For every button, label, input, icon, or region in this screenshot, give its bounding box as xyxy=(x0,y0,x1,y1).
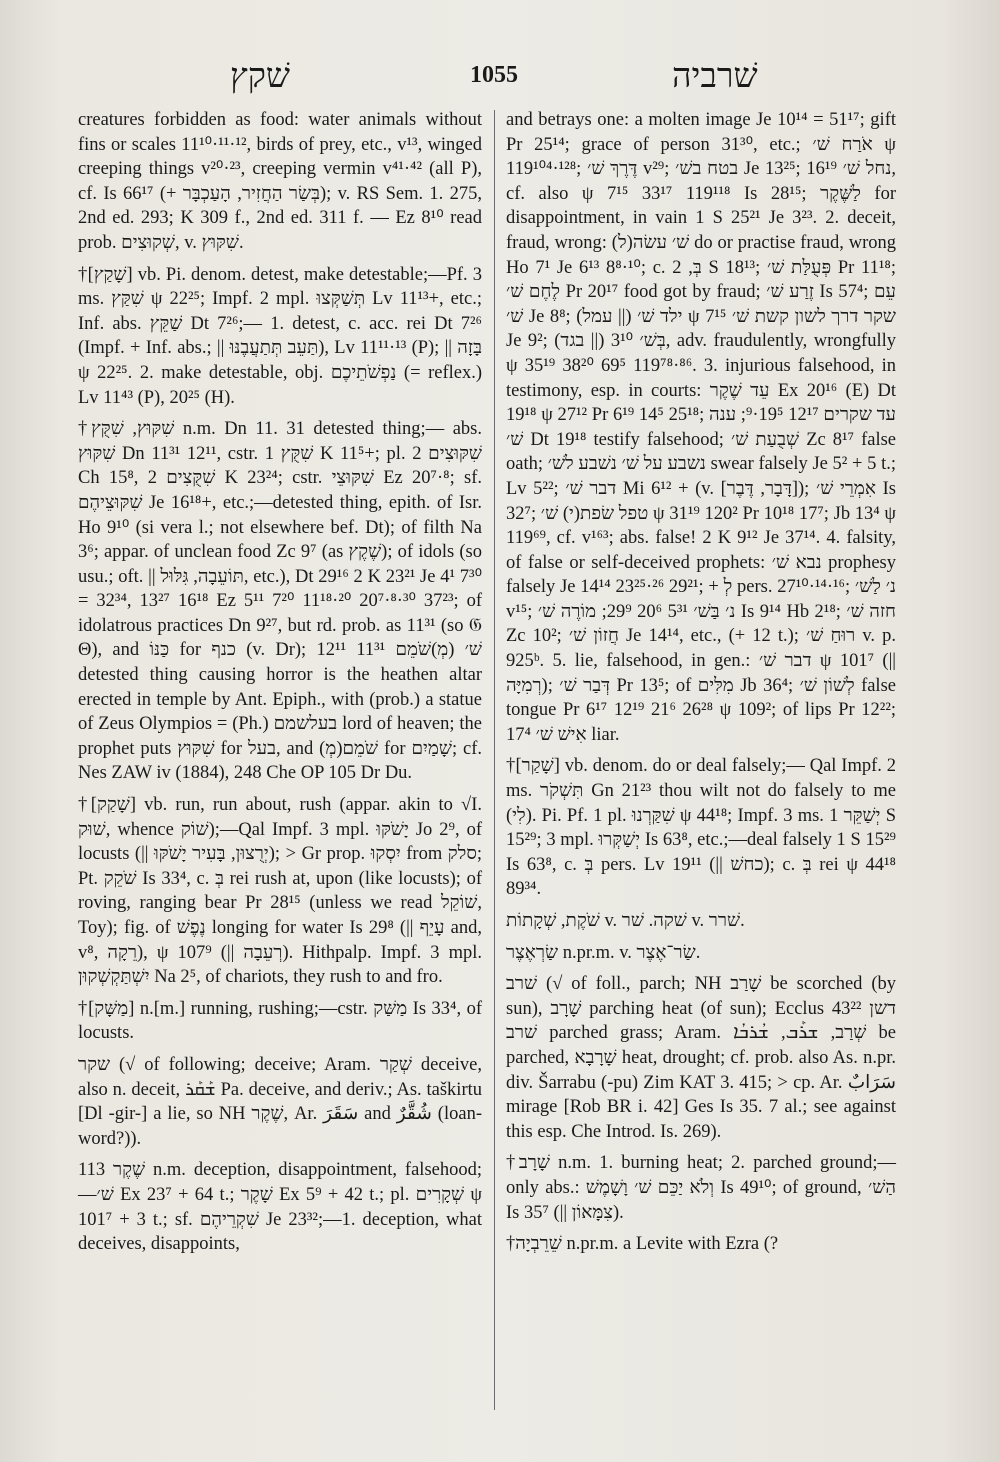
column-divider xyxy=(494,110,495,1410)
entry-shaqar-verb: †[שָׁקַר] vb. denom. do or deal falsely;— Qal Impf. 2 ms. תִּשְׁקֹר Gn 21²³ thou wilt not do falsely to me (לִי). Pi. Pf. 1 pl. שִׁקַּרְנוּ ψ 44¹⁸; Impf. 3 ms. יְשַׁקֵּר 1 S 15²⁹; 3 mpl. יְשַׁקְּרוּ Is 63⁸, etc.;—deal falsely 1 S 15²⁹ Is 63⁸, c. בְּ pers. Lv 19¹¹ (|| כחשׁ); c. בְּ rei ψ 44¹⁸ 89³⁴. xyxy=(506,756,897,900)
left-column xyxy=(78,108,482,1257)
right-column xyxy=(506,108,896,1257)
entry-sharav: †שָׁרָב n.m. 1. burning heat; 2. parched ground;—only abs.: וְלֹא יַכֵּם שׁ׳ וָשָׁמֶשׁ Is 49¹⁰; of ground, הַשׁ׳ Is 35⁷ (|| צִמָּאוֹן). xyxy=(506,1153,897,1223)
entry-mashshaq: †[מַשָּׁק] n.[m.] running, rushing;—cstr. מַשַּׁק Is 33⁴, of locusts. xyxy=(78,998,482,1044)
guide-word-left: שׁקץ xyxy=(230,56,290,96)
entry-shaqats-verb: †[שָׁקַץ] vb. Pi. denom. detest, make detestable;—Pf. 3 ms. שִׁקַּץ ψ 22²⁵; Impf. 2 mpl. תְּשַׁקְּצוּ Lv 11¹³+, etc.; Inf. abs. שַׁקֵּץ Dt 7²⁶;— 1. detest, c. acc. rei Dt 7²⁶ (Impf. + Inf. abs.; || תַּעֵב תְּתַעֲבֶנּוּ), Lv 11¹¹·¹³ (P); || בָּזָה ψ 22²⁵. 2. make detestable, obj. נַפְשֹׁתֵיכֶם (= reflex.) Lv 11⁴³ (P), 20²⁵ (H). xyxy=(78,264,483,408)
page-number: 1055 xyxy=(470,62,518,88)
entry-sheqer: שֶׁקֶר 113 n.m. deception, disappointment, falsehood;—שׁ׳ Ex 23⁷ + 64 t.; שָׁקֶר Ex 5⁹ + 42 t.; pl. שְׁקָרִים ψ 101⁷ + 3 t.; sf. שִׁקְרֵיהֶם Je 23³²;—1. deception, what deceives, disappoints, xyxy=(78,1160,482,1255)
running-head xyxy=(0,56,1000,100)
entry-shrb-root: שׁרב (√ of foll., parch; NH שָׁרַב be scorched (by sun), שָׁרָב parching heat (of sun); Ecclus 43²² דשן שׁרב parched grass; Aram. שְׁרַב, ܫܪܰܒ, ܫܳܪܒܳܐ be parched, שָׁרָבָא heat, drought; cf. prob. also As. n.pr. div. Šarrabu (-pu) Zim KAT 3. 415; > cp. Ar. سَرَابٌ mirage [Rob BR i. 42] Ges Is 35. 7 al.; see against this esp. Che Introd. Is. 269). xyxy=(506,974,897,1142)
entry-shqr-root: שקר (√ of following; deceive; Aram. שְׁקַר deceive, also n. deceit, ܫܰܩܰܪ Pa. deceive, and deriv.; As. taškirtu [Dl -gir-] a lie, so NH שֶׁקֶר, Ar. سَقَرَ and شُقَّرٌ (loan-word?)). xyxy=(78,1054,482,1149)
guide-word-right: שׁרביה xyxy=(672,56,758,96)
entry-shaqaq-verb: †[שָׁקַק] vb. run, run about, rush (appar. akin to √I. שׁוּק, whence שׁוֹק);—Qal Impf. 3 mpl. יָשֹׁקּוּ Jo 2⁹, of locusts (|| יְרֻצוּן, בָּעִיר יָשֹׁקּוּ); > Gr prop. יִסְקוּ from סלק; Pt. שֹׁקֵק Is 33⁴, c. בְּ rei rush at, upon (like locusts); of roving, ranging bear Pr 28¹⁵ (unless we read שׁוֹקֵל, Toy); fig. of נֶפֶשׁ longing for water Is 29⁸ (|| עָיֵף and, v⁸, רֵקָה), ψ 107⁹ (|| רְעֵבָה). Hithpalp. Impf. 3 mpl. יִשְׁתַּקְשְׁקוּן Na 2⁵, of chariots, they rush to and fro. xyxy=(78,795,482,988)
entry-sherebiah: †שֵׁרֵבְיָה n.pr.m. a Levite with Ezra (? xyxy=(506,1234,779,1255)
entry-shoqet-xref: שֹׁקֶת, שְׁקָתוֹת v. שׁקה. שׁר v. שׁרר. xyxy=(506,911,745,931)
entry-shiqquts: †שִׁקּוּץ, שִׁקֻּץ n.m. Dn 11. 31 detested thing;— abs. שִׁקּוּץ Dn 11³¹ 12¹¹, cstr. שִׁקֻּץ 1 K 11⁵+; pl. שִׁקּוּצִים 2 Ch 15⁸, שִׁקֻּצִים 2 K 23²⁴; cstr. שִׁקּוּצֵי Ez 20⁷·⁸; sf. שִׁקּוּצֵיהֶם Je 16¹⁸+, etc.;—detested thing, epith. of Isr. Ho 9¹⁰ (si vera l.; not elsewhere bef. Dt); of filth Na 3⁶; appar. of unclean food Zc 9⁷ (as שֶׁקֶץ); of idols (so usu.; oft. || תּוֹעֵבָה, גִּלּוּל, etc.), Dt 29¹⁶ 2 K 23²¹ Je 4¹ 7³⁰ = 32³⁴, 13²⁷ 16¹⁸ Ez 5¹¹ 7²⁰ 11¹⁸·²⁰ 20⁷·⁸·³⁰ 37²³; of idolatrous practices Dn 9²⁷, but rd. prob. as 11³¹ (so 𝔊 Θ), and כַּנּוֹ for כנף (v. Dr); שׁ׳ (מְ)שֹׁמֵם 11³¹ 12¹¹ detested thing causing horror is the heathen altar erected in temple by Ant. Epiph., with (prob.) a statue of Zeus Olympios = (Ph.) בעלשמם lord of heaven; the prophet puts שִׁקּוּץ for בעל, and (מְ)שֹׁמֵם for שָׁמַיִם; cf. Nes ZAW iv (1884), 248 Che OP 105 Dr Du. xyxy=(78,419,483,784)
entry-sharetser-xref: שַׂרְאֶצֶר n.pr.m. v. שַׂר־אֶצֶר. xyxy=(506,942,701,963)
entry-continuation: creatures forbidden as food: water animals without fins or scales 11¹⁰·¹¹·¹², birds of prey, etc., v¹³, winged creeping things v²⁰·²³, creeping vermin v⁴¹·⁴² (all P), cf. Is 66¹⁷ (+ בְּשַׂר הַחֲזִיר, הָעַכְבָּר); v. RS Sem. 1. 275, 2nd ed. 293; K 309 f., 2nd ed. 311 f. — Ez 8¹⁰ read prob. שְׁקוּצִים, v. שִׁקּוּץ. xyxy=(78,110,483,253)
entry-sheqer-continued: and betrays one: a molten image Je 10¹⁴ = 51¹⁷; gift Pr 25¹⁴; grace of person 31³⁰, etc.; אֹרַח שׁ׳ ψ 119¹⁰⁴·¹²⁸; דֶּרֶךְ שׁ׳ v²⁹; בטח בשׁ׳ Je 13²⁵; נחל שׁ׳ 16¹⁹, cf. also ψ 7¹⁵ 33¹⁷ 119¹¹⁸ Is 28¹⁵; לַשֶּׁקֶר for disappointment, in vain 1 S 25²¹ Je 3²³. 2. deceit, fraud, wrong: (ל)שׁ׳ עשׂה do or practise fraud, wrong Ho 7¹ Je 6¹³ 8⁸·¹⁰; c. בְּ, 2 S 18¹³; פְּעֻלַּת שׁ׳ Pr 11¹⁸; לֶחֶם שׁ׳ Pr 20¹⁷ food got by fraud; זֶרַע שׁ׳ Is 57⁴; עֵם שׁ׳ Je 8⁸; (עמל ||) ילד שׁ׳ ψ 7¹⁵ שקר דרך לשון קשת שׁ׳ Je 9²; (בגד ||) בְּשׁ׳ 3¹⁰, adv. fraudulently, wrongfully ψ 35¹⁹ 38²⁰ 69⁵ 119⁷⁸·⁸⁶. 3. injurious falsehood, in testimony, esp. in courts: עֵד שֶׁקֶר Ex 20¹⁶ (E) Dt 19¹⁸ ψ 27¹² Pr 6¹⁹ 14⁵ 25¹⁸; עד שקרים 12¹⁷ 19⁵·⁹; ענה שׁ׳ Dt 19¹⁸ testify falsehood; שְׁבֻעַת שׁ׳ Zc 8¹⁷ false oath; נשבע על שׁ׳ נשׁבע לשׁ׳ swear falsely Je 5² + 5 t.; Lv 5²²; דבר שׁ׳ Mi 6¹² + (v. [דָּבָר, דֶּבֶר]); אִמְרֵי שׁ׳ Is 32⁷; טפל שׂפת(י) שׁ׳ ψ 31¹⁹ 120² Pr 10¹⁸ 17⁷; Jb 13⁴ ψ 119⁶⁹, cf. v¹⁶³; abs. false! 2 K 9¹² Je 37¹⁴. 4. falsity, of false or self-deceived prophets: נבא שׁ׳ prophesy falsely Je 14¹⁴ 23²⁵·²⁶ 29²¹; + לְ pers. 27¹⁰·¹⁴·¹⁶; נ׳ לַשׁ׳ v¹⁵; נ׳ בַּשׁ׳ 5³¹ 20⁶ 29⁹; מוֹרֶה שׁ׳ Is 9¹⁴ Hb 2¹⁸; חזה שׁ׳ Zc 10²; חֲזוֹן שׁ׳ Je 14¹⁴, etc., (+ 12 t.); רוּחַ שׁ׳ v. p. 925ᵇ. 5. lie, falsehood, in gen.: דבר שׁ׳ ψ 101⁷ (|| רְמִיָּה); דְּבַר שׁ׳ Pr 13⁵; of מִלִּים Jb 36⁴; לְשׁוֹן שׁ׳ false tongue Pr 6¹⁷ 12¹⁹ 21⁶ 26²⁸ ψ 109²; of lips Pr 12²²; אִישׁ שׁ׳ 17⁴ liar. xyxy=(506,110,897,745)
